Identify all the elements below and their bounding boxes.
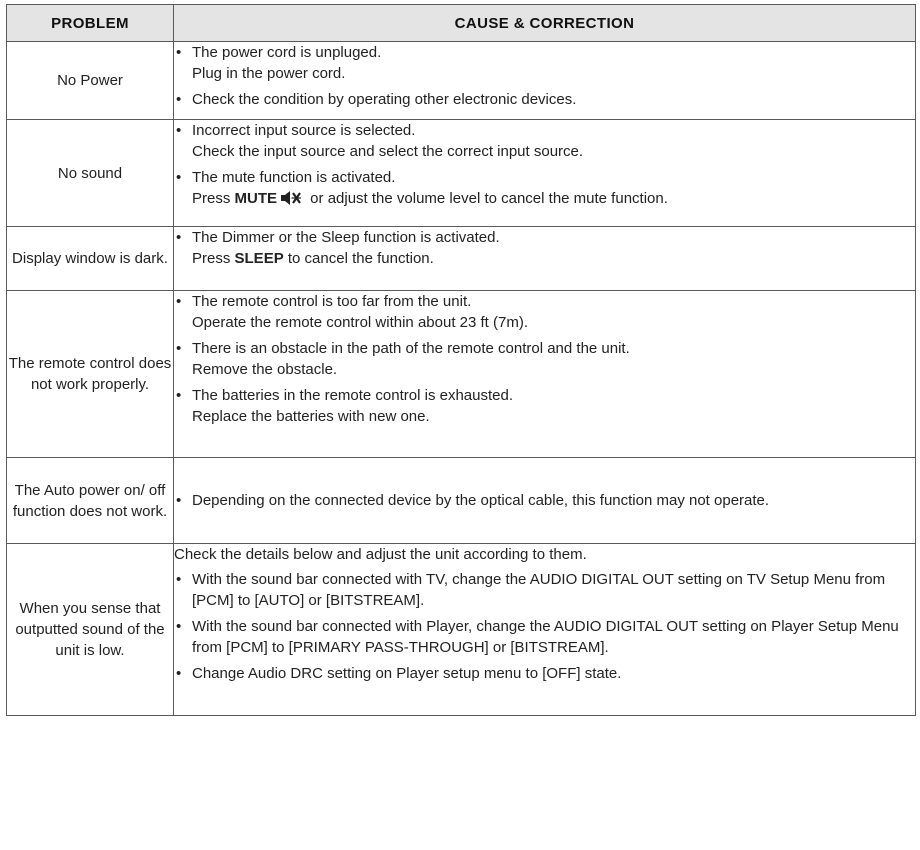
table-row <box>7 120 916 227</box>
cause-text: The mute function is activated. <box>192 169 396 186</box>
correction-cell <box>174 42 916 120</box>
problem-cell: Display window is dark. <box>7 227 174 291</box>
correction-cell <box>174 544 916 716</box>
problem-header: PROBLEM <box>7 5 174 42</box>
correction-text: Check the input source and select the correct input source. <box>192 143 584 160</box>
bullet-icon: • <box>176 122 182 139</box>
bullet-icon: • <box>176 340 182 357</box>
bullet-icon: • <box>176 387 182 404</box>
bullet-icon: • <box>176 44 182 61</box>
correction-cell <box>174 291 916 458</box>
bullet-icon: • <box>176 571 182 588</box>
correction-list <box>174 569 915 684</box>
bullet-icon: • <box>176 169 182 186</box>
bullet-icon: • <box>176 492 182 509</box>
problem-cell: No sound <box>7 120 174 227</box>
correction-text: Remove the obstacle. <box>192 361 338 378</box>
list-item <box>174 120 915 162</box>
correction-list <box>174 490 915 511</box>
bullet-icon: • <box>176 618 182 635</box>
cause-text: With the sound bar connected with Player, change the AUDIO DIGITAL OUT setting on Player Setup Menu from [PCM] to [PRIMARY PASS-THROUGH] or [BITSTREAM]. <box>192 618 899 656</box>
sleep-instruction-text: to cancel the function. <box>283 250 434 267</box>
mute-icon <box>280 190 302 212</box>
list-item <box>174 663 915 684</box>
sleep-key-label: SLEEP <box>234 250 284 267</box>
bullet-icon: • <box>176 665 182 682</box>
table-row <box>7 458 916 544</box>
correction-text: Replace the batteries with new one. <box>192 408 430 425</box>
correction-list <box>174 42 915 110</box>
correction-list <box>174 227 915 269</box>
cause-text: Depending on the connected device by the optical cable, this function may not operate. <box>192 492 770 509</box>
correction-text: Plug in the power cord. <box>192 65 346 82</box>
list-item <box>174 490 915 511</box>
correction-text <box>192 188 915 212</box>
cause-text: The batteries in the remote control is exhausted. <box>192 387 514 404</box>
bullet-icon: • <box>176 229 182 246</box>
press-text: Press <box>192 250 235 267</box>
correction-cell <box>174 227 916 291</box>
cause-text: Check the condition by operating other electronic devices. <box>192 91 577 108</box>
mute-instruction-text: or adjust the volume level to cancel the mute function. <box>306 190 668 207</box>
cause-text: Incorrect input source is selected. <box>192 122 416 139</box>
list-item <box>174 385 915 427</box>
correction-text: Operate the remote control within about 23 ft (7m). <box>192 314 528 331</box>
cause-text: There is an obstacle in the path of the remote control and the unit. <box>192 340 630 357</box>
table-row <box>7 544 916 716</box>
correction-list <box>174 120 915 212</box>
list-item <box>174 569 915 611</box>
problem-cell: The Auto power on/ off function does not work. <box>7 458 174 544</box>
list-item <box>174 338 915 380</box>
intro-text: Check the details below and adjust the unit according to them. <box>174 546 587 563</box>
problem-cell: No Power <box>7 42 174 120</box>
table-row <box>7 42 916 120</box>
cause-text: Change Audio DRC setting on Player setup menu to [OFF] state. <box>192 665 622 682</box>
cause-text: The power cord is unpluged. <box>192 44 382 61</box>
press-text: Press <box>192 190 235 207</box>
table-row <box>7 291 916 458</box>
bullet-icon: • <box>176 293 182 310</box>
problem-cell: The remote control does not work properly. <box>7 291 174 458</box>
list-item <box>174 89 915 110</box>
troubleshooting-table <box>6 4 916 716</box>
correction-cell <box>174 120 916 227</box>
list-item <box>174 167 915 212</box>
cause-header: CAUSE & CORRECTION <box>174 5 916 42</box>
list-item <box>174 42 915 84</box>
list-item <box>174 616 915 658</box>
correction-cell <box>174 458 916 544</box>
problem-cell: When you sense that outputted sound of the unit is low. <box>7 544 174 716</box>
list-item <box>174 227 915 269</box>
cause-text: With the sound bar connected with TV, change the AUDIO DIGITAL OUT setting on TV Setup Menu from [PCM] to [AUTO] or [BITSTREAM]. <box>192 571 886 609</box>
correction-list <box>174 291 915 427</box>
list-item <box>174 291 915 333</box>
cause-text: The Dimmer or the Sleep function is activated. <box>192 229 500 246</box>
correction-text <box>192 248 915 269</box>
bullet-icon: • <box>176 91 182 108</box>
mute-key-label: MUTE <box>234 190 278 207</box>
table-row <box>7 227 916 291</box>
header-row <box>7 5 916 42</box>
cause-text: The remote control is too far from the unit. <box>192 293 472 310</box>
